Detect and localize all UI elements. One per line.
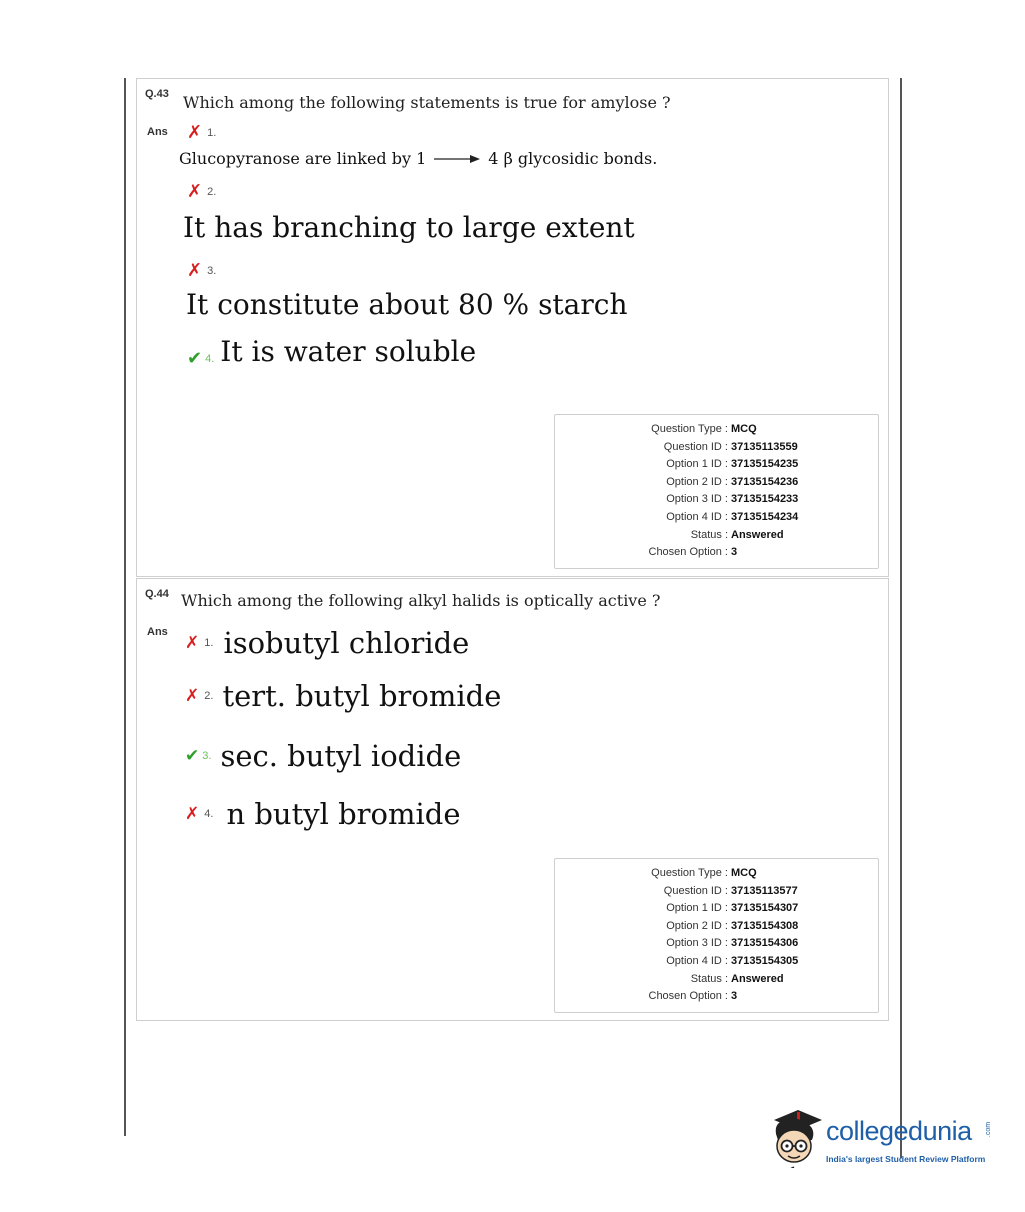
option-2 [185,679,501,713]
info-row: Option 1 ID : 37135154307 [666,902,799,914]
option-3 [185,739,461,773]
option-text: 4 β glycosidic bonds. [488,149,658,168]
mascot-icon [768,1104,824,1168]
info-row: Option 1 ID : 37135154235 [666,458,799,470]
option-3 [187,262,216,280]
info-row: Status : Answered [690,973,784,985]
collegedunia-logo [768,1104,998,1176]
option-number: 1. [204,637,214,649]
option-text: isobutyl chloride [223,626,470,660]
option-4 [187,335,477,369]
cross-mark-icon: ✗ [185,803,200,824]
option-text: sec. butyl iodide [220,739,462,773]
info-row: Question Type : MCQ [651,867,757,879]
logo-name: collegedunia [826,1116,972,1146]
answer-label: Ans [147,126,168,138]
option-text: It constitute about 80 % starch [186,288,628,321]
check-mark-icon: ✔ [187,347,203,369]
check-mark-icon: ✔ [185,745,200,766]
option-1 [185,626,469,660]
question-text: Which among the following statements is true for amylose ? [183,93,671,112]
option-2-text [183,211,635,244]
question-number: Q.44 [145,588,169,600]
answer-label: Ans [147,626,168,638]
cross-mark-icon: ✗ [187,122,203,143]
option-text: Glucopyranose are linked by 1 [179,149,427,168]
logo-suffix: .com [985,1121,993,1138]
option-text: tert. butyl bromide [222,679,502,713]
option-number: 4. [205,352,215,365]
cross-mark-icon: ✗ [187,260,203,281]
info-row: Chosen Option : 3 [648,546,738,558]
cross-mark-icon: ✗ [185,632,200,653]
question-number: Q.43 [145,88,169,100]
question-block-43 [136,78,889,577]
option-1-text [179,149,657,168]
option-3-text [186,288,627,321]
info-row: Option 2 ID : 37135154308 [666,920,799,932]
logo-tagline: India's largest Student Review Platform [826,1154,986,1164]
option-text: n butyl bromide [226,797,461,831]
question-info-panel [554,414,879,569]
option-number: 3. [202,750,212,762]
info-row: Status : Answered [690,529,784,541]
info-row: Chosen Option : 3 [648,990,738,1002]
info-row: Option 2 ID : 37135154236 [666,476,799,488]
question-block-44 [136,578,889,1021]
info-row: Option 3 ID : 37135154306 [666,937,799,949]
option-number: 2. [204,690,214,702]
cross-mark-icon: ✗ [185,685,200,706]
page-right-border [900,78,902,1158]
option-number: 1. [207,127,217,139]
option-4 [185,797,461,831]
question-info-panel [554,858,879,1013]
option-number: 2. [207,186,217,198]
page-left-border [124,78,126,1136]
info-row: Question ID : 37135113559 [663,441,798,453]
info-row: Question Type : MCQ [651,423,757,435]
info-row: Option 4 ID : 37135154305 [666,955,799,967]
question-text: Which among the following alkyl halids is optically active ? [181,591,661,610]
arrow-icon [432,153,482,165]
info-row: Option 3 ID : 37135154233 [666,493,799,505]
info-row: Question ID : 37135113577 [663,885,798,897]
option-number: 3. [207,265,217,277]
option-text: It is water soluble [220,335,477,368]
option-1 [187,124,216,142]
cross-mark-icon: ✗ [187,181,203,202]
info-row: Option 4 ID : 37135154234 [666,511,799,523]
option-number: 4. [204,808,214,820]
option-text: It has branching to large extent [183,211,635,244]
option-2 [187,183,216,201]
